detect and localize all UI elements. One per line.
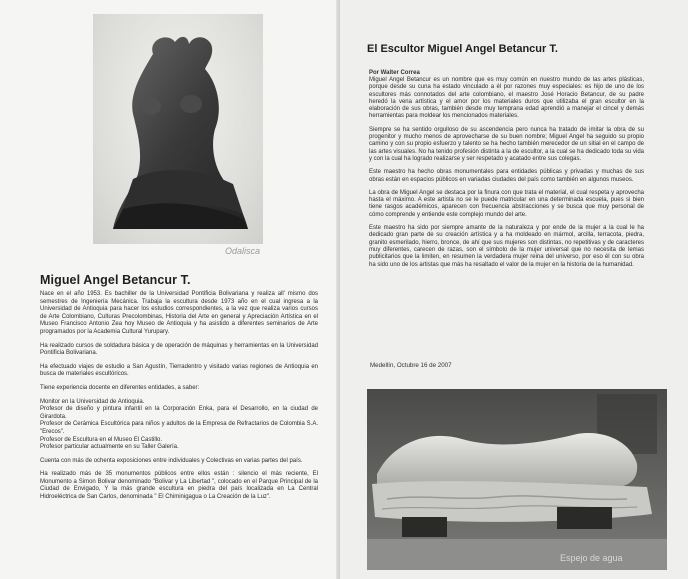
article-paragraph: Este maestro ha hecho obras monumentales para entidades públicas y privadas y muchas de sus obras están en espacios públicos en variadas ciudades del país como también en algunos museos. [369,169,644,183]
teaching-list-item: Profesor de Escultura en el Museo El Castillo. [40,436,163,443]
article-signoff: Medellín, Octubre 16 de 2007 [370,362,452,369]
bio-paragraph: Ha realizado más de 35 monumentos públicos entre ellos están : silencio el más reciente, El Monumento a Simon Bolivar denominado "Bolivar y La Libertad ", colocado en el Parque Principal de la Ciudad de Envigado, Y la más grande escultura en piedra del país localizada en La Central Hidroeléctrica de San Carlos, denominada " El Chiminigagua o La Creación de la Luz". [40,471,318,501]
reclining-figure-sculpture-graphic [367,389,667,570]
left-page [0,0,340,579]
article-paragraph: Siempre se ha sentido orgulloso de su ascendencia pero nunca ha tratado de imitar la obra de su progenitor y mucho menos de aprovecharse de su buen nombre; Miguel Angel ha seguido su propio camino y con su propio esfuerzo y talento se ha hecho también merecedor de un sitial en el campo de las artes visuales. No ha tenido profesión distinta a la de escultor, a la cual se ha dedicado toda su vida y con la cual ha logrado realizarse y ser respetado y acatado entre sus colegas. [369,126,644,162]
article-byline: Por Walter Correa [369,70,420,76]
article-paragraph: Este maestro ha sido por siempre amante de la naturaleza y por ende de la mujer a la cual le ha dedicado gran parte de su creación artística y a ha moldeado en mármol, arcilla, terracota, piedra, granito esmerilado, hierro, bronce, de ahí que sus mujeres son distintas, no repetitivas y de caracteres muy diferentes, carecen de razas, son el símbolo de la mujer universal que no necesita de lemas publicitarios que la limiten, en resumen la verdadera mujer reina del universo, por eso él con su obra ha sido uno de los artistas que más ha resaltado el valor de la mujer en la historia de la humanidad. [369,225,644,268]
teaching-list-item: Profesor particular actualmente en su Taller Galería. [40,444,179,451]
bio-paragraph: Ha realizado cursos de soldadura básica y de operación de máquinas y herramientas en la Universidad Pontificia Bolivariana. [40,342,318,357]
bio-paragraph: Cuenta con más de ochenta exposiciones entre individuales y Colectivas en varias partes del país. [40,457,303,464]
torso-sculpture-graphic [93,14,263,244]
teaching-list-item: Monitor en la Universidad de Antioquia. [40,398,145,405]
article-title: El Escultor Miguel Angel Betancur T. [367,43,558,55]
photo-caption-odalisca: Odalisca [225,246,261,256]
article-paragraph: La obra de Miguel Angel se destaca por la finura con que trata el material, el cual respeta y aprovecha hasta el máximo. A este artista no se le puede matricular en una determinada escuela, pues si bien tiene rasgos académicos, aparecen con frecuencia abstracciones y se busca que muy personal de cómo comprende y entiende este complejo mundo del arte. [369,189,644,218]
teaching-list-item: Profesor de Cerámica Escultórica para niños y adultos de la Empresa de Refractarios de Colombia S.A. "Erecos". [40,421,318,435]
bio-paragraph: Tiene experiencia docente en diferentes entidades, a saber: [40,384,200,391]
teaching-list [40,399,318,452]
article-body [369,77,644,275]
espejo-de-agua-photo [367,389,667,570]
bio-paragraph: Ha efectuado viajes de estudio a San Agustín, Tierradentro y visitado varias regiones de Antioquia en busca de materiales escultóricos. [40,363,318,378]
artist-bio-title: Miguel Angel Betancur T. [40,273,191,287]
photo-caption-espejo-de-agua: Espejo de agua [560,553,623,563]
odalisca-sculpture-photo [93,14,263,244]
article-paragraph: Miguel Angel Betancur es un nombre que es muy común en nuestro mundo de las artes plásticas, porque desde su cuna ha estado vinculado a él por razones muy especiales: es hijo de uno de los escultores más connotados del arte colombiano, el maestro José Horacio Betancur, de su padre heredó la vena artística y el amor por los materiales duros que utilizaba el gran escultor en la elaboración de sus obras, también desde muy temprana edad aprendió a manejar el cincel y demás herramientas para moldear los mencionados materiales. [369,77,644,120]
teaching-list-item: Profesor de diseño y pintura infantil en la Corporación Enka, para el Desarrollo, en la ciudad de Girardota. [40,406,318,420]
artist-bio-body [40,291,318,508]
bio-paragraph: Nace en el año 1953. Es bachiller de la Universidad Pontificia Bolivariana y realiza all' mismo dos semestres de Ingeniería Mecánica. Trabaja la escultura desde 1973 año en el cual ingresa a la Universidad de Antioquia para hacer los estudios correspondientes, a la vez que realiza varios cursos de Arte Colombiano, Culturas Precolombinas, Historia del Arte en general y Apreciación Artística en el Museo Francisco Antonio Zea hoy Museo de Antioquia y ha asistido a diferentes seminarios de Arte programados por la Academia Cultural Yurupary. [40,291,318,335]
